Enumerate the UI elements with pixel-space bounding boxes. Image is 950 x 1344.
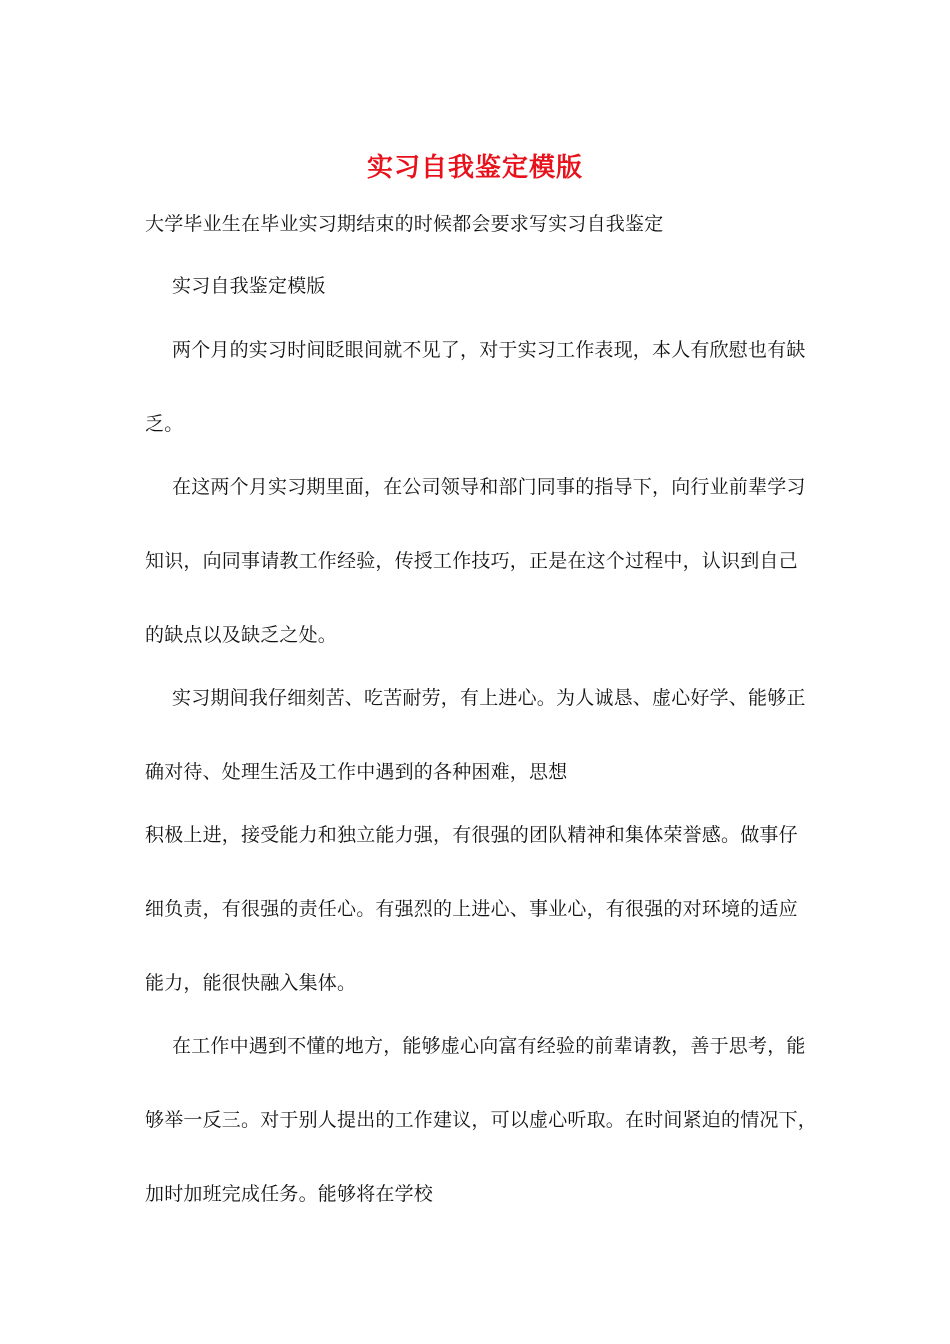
- paragraph-line: 的缺点以及缺乏之处。: [145, 624, 338, 646]
- intro-line: 大学毕业生在毕业实习期结束的时候都会要求写实习自我鉴定: [145, 213, 664, 235]
- paragraph-line: 确对待、处理生活及工作中遇到的各种困难，思想: [145, 761, 568, 783]
- paragraph-line: 在工作中遇到不懂的地方，能够虚心向富有经验的前辈请教，善于思考，能: [172, 1035, 806, 1057]
- paragraph-line: 乏。: [145, 413, 184, 435]
- paragraph-line: 在这两个月实习期里面，在公司领导和部门同事的指导下，向行业前辈学习: [172, 476, 806, 498]
- paragraph-line: 积极上进，接受能力和独立能力强，有很强的团队精神和集体荣誉感。做事仔: [145, 824, 798, 846]
- paragraph-line: 实习期间我仔细刻苦、吃苦耐劳，有上进心。为人诚恳、虚心好学、能够正: [172, 687, 806, 709]
- paragraph-line: 够举一反三。对于别人提出的工作建议，可以虚心听取。在时间紧迫的情况下，: [145, 1109, 818, 1131]
- paragraph-line: 知识，向同事请教工作经验，传授工作技巧，正是在这个过程中，认识到自己: [145, 550, 798, 572]
- paragraph-line: 细负责，有很强的责任心。有强烈的上进心、事业心，有很强的对环境的适应: [145, 898, 798, 920]
- subtitle-line: 实习自我鉴定模版: [172, 275, 326, 297]
- paragraph-line: 两个月的实习时间眨眼间就不见了，对于实习工作表现，本人有欣慰也有缺: [172, 339, 806, 361]
- paragraph-line: 能力，能很快融入集体。: [145, 972, 357, 994]
- paragraph-line: 加时加班完成任务。能够将在学校: [145, 1183, 434, 1205]
- document-title: 实习自我鉴定模版: [366, 153, 583, 183]
